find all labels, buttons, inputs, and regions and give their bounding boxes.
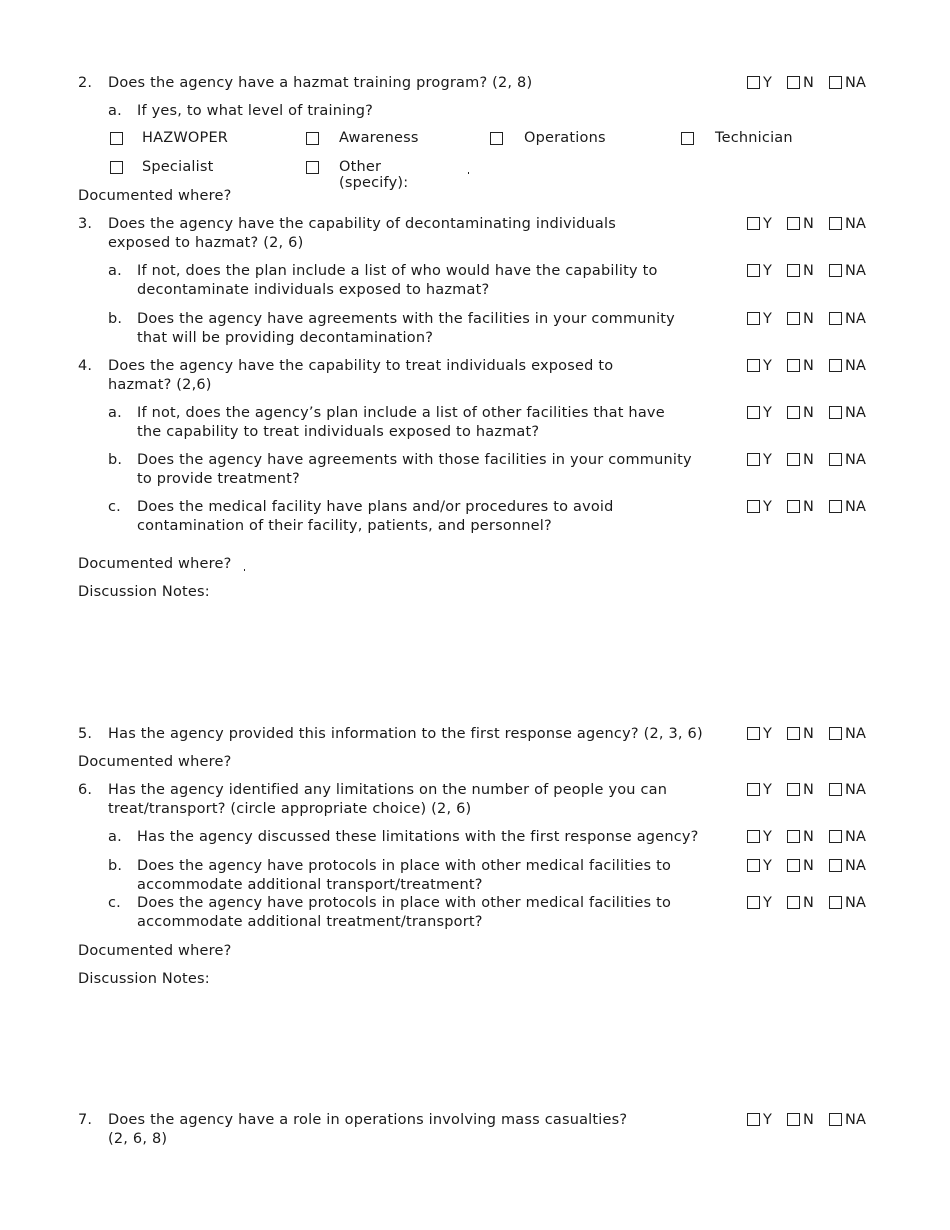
choice-label-na: NA — [845, 829, 867, 845]
question-number: 7. — [78, 1112, 93, 1128]
sub-question-letter: c. — [108, 895, 121, 911]
question-line: to provide treatment? — [137, 471, 300, 487]
option-label: Other (specify): — [339, 159, 409, 191]
question-line: exposed to hazmat? (2, 6) — [108, 235, 304, 251]
choice-label-yes: Y — [763, 782, 773, 798]
sub-question-text — [137, 498, 614, 536]
choice-label-na: NA — [845, 726, 867, 742]
choice-label-yes: Y — [763, 263, 773, 279]
question-line: decontaminate individuals exposed to hazmat? — [137, 282, 490, 298]
checkbox-no[interactable] — [787, 76, 800, 89]
choice-label-yes: Y — [763, 311, 773, 327]
checkbox-na[interactable] — [829, 1113, 842, 1126]
question-text — [108, 357, 613, 395]
choice-label-na: NA — [845, 75, 867, 91]
checkbox-no[interactable] — [787, 312, 800, 325]
checkbox-yes[interactable] — [747, 264, 760, 277]
question-line: accommodate additional transport/treatment? — [137, 877, 483, 893]
sub-question-text — [137, 262, 658, 300]
choice-label-no: N — [803, 452, 815, 468]
sub-question-text — [137, 404, 665, 442]
question-line: Does the agency have protocols in place with other medical facilities to — [137, 895, 672, 911]
checkbox-yes[interactable] — [747, 783, 760, 796]
choice-label-yes: Y — [763, 499, 773, 515]
sub-question-letter: a. — [108, 263, 122, 279]
checkbox-yes[interactable] — [747, 312, 760, 325]
question-line: Does the agency have agreements with those facilities in your community — [137, 452, 692, 468]
checkbox-no[interactable] — [787, 1113, 800, 1126]
checkbox-yes[interactable] — [747, 76, 760, 89]
option-label: Awareness — [339, 130, 419, 146]
yn-na-choices — [746, 74, 876, 93]
checkbox-na[interactable] — [829, 406, 842, 419]
choice-label-yes: Y — [763, 452, 773, 468]
question-line: treat/transport? (circle appropriate choice) (2, 6) — [108, 801, 472, 817]
sub-question-text — [137, 857, 671, 895]
option-label: HAZWOPER — [142, 130, 229, 146]
checkbox-na[interactable] — [829, 896, 842, 909]
checkbox-na[interactable] — [829, 830, 842, 843]
sub-question-letter: a. — [108, 103, 122, 119]
checkbox-na[interactable] — [829, 359, 842, 372]
question-number: 2. — [78, 75, 93, 91]
checkbox-no[interactable] — [787, 500, 800, 513]
question-line: Has the agency identified any limitations on the number of people you can — [108, 782, 668, 798]
yn-na-choices — [746, 215, 876, 234]
choice-label-yes: Y — [763, 405, 773, 421]
choice-label-na: NA — [845, 895, 867, 911]
choice-label-no: N — [803, 858, 815, 874]
question-number: 6. — [78, 782, 93, 798]
checkbox-na[interactable] — [829, 312, 842, 325]
yn-na-choices — [746, 828, 876, 847]
checkbox-na[interactable] — [829, 500, 842, 513]
checkbox[interactable] — [110, 132, 123, 145]
choice-label-no: N — [803, 726, 815, 742]
choice-label-na: NA — [845, 782, 867, 798]
field-label: Documented where? — [78, 556, 232, 572]
question-line: accommodate additional treatment/transport? — [137, 914, 483, 930]
choice-label-yes: Y — [763, 358, 773, 374]
sub-question-letter: b. — [108, 858, 123, 874]
choice-label-no: N — [803, 499, 815, 515]
yn-na-choices — [746, 404, 876, 423]
question-number: 3. — [78, 216, 93, 232]
choice-label-no: N — [803, 75, 815, 91]
checkbox-na[interactable] — [829, 783, 842, 796]
question-text — [108, 1111, 627, 1149]
choice-label-na: NA — [845, 216, 867, 232]
checkbox-no[interactable] — [787, 896, 800, 909]
checkbox-no[interactable] — [787, 727, 800, 740]
checkbox-yes[interactable] — [747, 896, 760, 909]
yn-na-choices — [746, 894, 876, 913]
checkbox-no[interactable] — [787, 406, 800, 419]
choice-label-na: NA — [845, 1112, 867, 1128]
field-label: Documented where? — [78, 754, 232, 770]
choice-label-no: N — [803, 895, 815, 911]
choice-label-no: N — [803, 216, 815, 232]
choice-label-na: NA — [845, 263, 867, 279]
choice-label-no: N — [803, 311, 815, 327]
sub-question-letter: a. — [108, 405, 122, 421]
question-text — [108, 215, 616, 253]
question-number: 4. — [78, 358, 93, 374]
checkbox-yes[interactable] — [747, 453, 760, 466]
choice-label-na: NA — [845, 858, 867, 874]
checkbox-na[interactable] — [829, 76, 842, 89]
checkbox-na[interactable] — [829, 727, 842, 740]
question-line: Does the agency have agreements with the facilities in your community — [137, 311, 675, 327]
field-label: Documented where? — [78, 188, 232, 204]
checkbox-no[interactable] — [787, 359, 800, 372]
choice-label-yes: Y — [763, 858, 773, 874]
choice-label-yes: Y — [763, 726, 773, 742]
choice-label-no: N — [803, 405, 815, 421]
sub-question-text: Has the agency discussed these limitations with the first response agency? — [137, 829, 699, 845]
sub-question-text — [137, 310, 675, 348]
sub-question-text: If yes, to what level of training? — [137, 103, 374, 119]
question-line: If not, does the agency’s plan include a list of other facilities that have — [137, 405, 665, 421]
question-line: Does the medical facility have plans and/or procedures to avoid — [137, 499, 614, 515]
checkbox-yes[interactable] — [747, 359, 760, 372]
question-line: If not, does the plan include a list of who would have the capability to — [137, 263, 658, 279]
field-label: Discussion Notes: — [78, 971, 210, 987]
yn-na-choices — [746, 498, 876, 517]
sub-question-letter: b. — [108, 311, 123, 327]
checkbox[interactable] — [681, 132, 694, 145]
choice-label-yes: Y — [763, 895, 773, 911]
blank-line[interactable] — [244, 569, 245, 571]
choice-label-no: N — [803, 263, 815, 279]
checkbox-yes[interactable] — [747, 830, 760, 843]
question-line: Does the agency have the capability to treat individuals exposed to — [108, 358, 614, 374]
question-line: Does the agency have a role in operations involving mass casualties? — [108, 1112, 628, 1128]
checkbox-no[interactable] — [787, 859, 800, 872]
choice-label-na: NA — [845, 311, 867, 327]
choice-label-yes: Y — [763, 1112, 773, 1128]
checkbox-na[interactable] — [829, 453, 842, 466]
question-line: Does the agency have the capability of decontaminating individuals — [108, 216, 616, 232]
field-label: Discussion Notes: — [78, 584, 210, 600]
checkbox-yes[interactable] — [747, 859, 760, 872]
blank-line[interactable] — [468, 172, 469, 174]
checkbox-yes[interactable] — [747, 727, 760, 740]
question-line: contamination of their facility, patients, and personnel? — [137, 518, 552, 534]
checkbox-yes[interactable] — [747, 500, 760, 513]
checkbox[interactable] — [110, 161, 123, 174]
yn-na-choices — [746, 310, 876, 329]
checkbox-yes[interactable] — [747, 1113, 760, 1126]
question-text — [108, 781, 667, 819]
checkbox-no[interactable] — [787, 830, 800, 843]
question-line: (2, 6, 8) — [108, 1131, 168, 1147]
question-text: Does the agency have a hazmat training program? (2, 8) — [108, 75, 533, 91]
yn-na-choices — [746, 725, 876, 744]
option-label: Technician — [715, 130, 793, 146]
choice-label-yes: Y — [763, 75, 773, 91]
yn-na-choices — [746, 262, 876, 281]
sub-question-text — [137, 894, 671, 932]
yn-na-choices — [746, 857, 876, 876]
sub-question-text — [137, 451, 692, 489]
option-label: Operations — [524, 130, 606, 146]
checkbox[interactable] — [306, 132, 319, 145]
option-label: Specialist — [142, 159, 214, 175]
checkbox[interactable] — [306, 161, 319, 174]
checkbox[interactable] — [490, 132, 503, 145]
choice-label-no: N — [803, 829, 815, 845]
sub-question-letter: b. — [108, 452, 123, 468]
checkbox-no[interactable] — [787, 453, 800, 466]
choice-label-na: NA — [845, 358, 867, 374]
choice-label-no: N — [803, 358, 815, 374]
choice-label-na: NA — [845, 452, 867, 468]
choice-label-no: N — [803, 1112, 815, 1128]
yn-na-choices — [746, 1111, 876, 1130]
sub-question-letter: c. — [108, 499, 121, 515]
yn-na-choices — [746, 781, 876, 800]
checkbox-na[interactable] — [829, 217, 842, 230]
checkbox-yes[interactable] — [747, 406, 760, 419]
checkbox-no[interactable] — [787, 264, 800, 277]
checkbox-na[interactable] — [829, 264, 842, 277]
question-text: Has the agency provided this information to the first response agency? (2, 3, 6) — [108, 726, 703, 742]
yn-na-choices — [746, 357, 876, 376]
checkbox-na[interactable] — [829, 859, 842, 872]
question-line: that will be providing decontamination? — [137, 330, 434, 346]
question-line: hazmat? (2,6) — [108, 377, 212, 393]
question-line: Does the agency have protocols in place with other medical facilities to — [137, 858, 672, 874]
choice-label-yes: Y — [763, 216, 773, 232]
choice-label-no: N — [803, 782, 815, 798]
question-line: the capability to treat individuals exposed to hazmat? — [137, 424, 540, 440]
choice-label-na: NA — [845, 499, 867, 515]
checkbox-no[interactable] — [787, 783, 800, 796]
choice-label-na: NA — [845, 405, 867, 421]
sub-question-letter: a. — [108, 829, 122, 845]
checkbox-yes[interactable] — [747, 217, 760, 230]
field-label: Documented where? — [78, 943, 232, 959]
question-number: 5. — [78, 726, 93, 742]
checkbox-no[interactable] — [787, 217, 800, 230]
yn-na-choices — [746, 451, 876, 470]
choice-label-yes: Y — [763, 829, 773, 845]
